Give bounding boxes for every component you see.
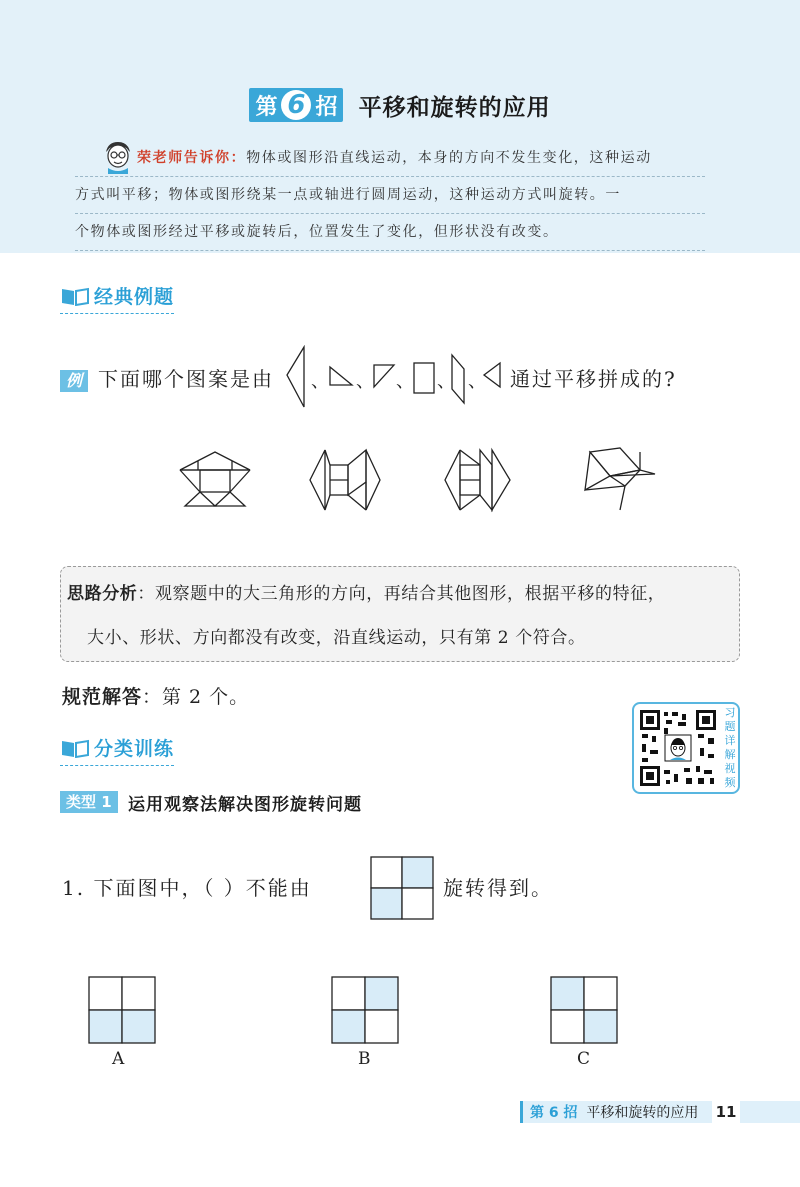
answer-text: ：第 2 个。 xyxy=(142,686,250,708)
qr-char: 频 xyxy=(724,776,736,789)
example-tag: 例 xyxy=(60,370,88,392)
type-tag: 类型 1 xyxy=(60,791,118,813)
example-answer-figures xyxy=(170,440,670,520)
option-c-label: C xyxy=(577,1049,591,1069)
footer-chapter-number: 第 6 招 xyxy=(530,1105,578,1121)
option-a-label: A xyxy=(112,1049,125,1069)
analysis-text-1: ：观察题中的大三角形的方向，再结合其他图形，根据平移的特征， xyxy=(137,584,666,604)
analysis-label: 思路分析 xyxy=(67,584,138,604)
note-line-1 xyxy=(75,140,705,177)
qr-char: 视 xyxy=(724,762,736,775)
chapter-badge-prefix: 第 xyxy=(255,94,278,120)
note-line-2: 方式叫平移；物体或图形绕某一点或轴进行圆周运动，这种运动方式叫旋转。一 xyxy=(75,177,705,214)
note-text-1: 物体或图形沿直线运动，本身的方向不发生变化，这种运动 xyxy=(246,150,652,166)
figure-1 xyxy=(180,452,250,506)
chapter-title xyxy=(0,88,800,122)
piece-tiny-triangle xyxy=(484,363,500,387)
question-1-end: 旋转得到。 xyxy=(443,876,553,900)
book-icon xyxy=(60,738,90,758)
note-head: 荣老师告诉你： xyxy=(137,150,247,166)
piece-big-triangle xyxy=(287,347,304,407)
question-1-start: 1. 下面图中，（ ）不能由 xyxy=(62,876,312,900)
sep-2: 、 xyxy=(356,371,374,392)
piece-square xyxy=(414,363,434,393)
option-a-grid[interactable] xyxy=(88,976,156,1044)
example-question-start: 下面哪个图案是由 xyxy=(98,367,274,391)
chapter-number: 6 xyxy=(281,90,311,120)
figure-3 xyxy=(445,450,510,510)
option-b-grid[interactable] xyxy=(331,976,399,1044)
qr-code-icon[interactable] xyxy=(638,708,718,788)
section-examples-label: 经典例题 xyxy=(94,286,175,308)
piece-right-triangle xyxy=(330,367,352,385)
note-line-3: 个物体或图形经过平移或旋转后，位置发生了变化，但形状没有改变。 xyxy=(75,214,705,251)
example-question-end: 通过平移拼成的? xyxy=(510,367,677,391)
answer-label: 规范解答 xyxy=(62,686,143,708)
option-b-label: B xyxy=(358,1049,371,1069)
answer-line xyxy=(62,682,249,709)
qr-char: 解 xyxy=(724,748,736,761)
qr-video-box[interactable] xyxy=(632,702,740,794)
qr-side-text xyxy=(722,706,738,790)
qr-char: 详 xyxy=(724,734,736,747)
teacher-note xyxy=(75,140,705,251)
footer-accent xyxy=(520,1101,523,1123)
sep-4: 、 xyxy=(437,371,455,392)
analysis-box xyxy=(60,566,740,662)
question-1-reference-grid xyxy=(370,856,436,920)
page-number: 11 xyxy=(712,1101,740,1123)
sep-3: 、 xyxy=(396,371,414,392)
qr-char: 习 xyxy=(724,706,736,719)
option-c-grid[interactable] xyxy=(550,976,618,1044)
analysis-line-1 xyxy=(67,579,665,604)
example-pieces xyxy=(282,345,512,410)
chapter-name: 平移和旋转的应用 xyxy=(358,94,551,121)
section-examples xyxy=(60,282,174,314)
chapter-badge xyxy=(249,88,343,122)
section-training-label: 分类训练 xyxy=(94,738,175,760)
piece-small-triangle xyxy=(374,365,394,387)
type-title: 运用观察法解决图形旋转问题 xyxy=(128,795,362,815)
sep-1: 、 xyxy=(311,371,329,392)
figure-4 xyxy=(585,448,655,510)
section-training xyxy=(60,734,174,766)
analysis-line-2: 大小、形状、方向都没有改变，沿直线运动，只有第 2 个符合。 xyxy=(87,628,586,648)
chapter-badge-suffix: 招 xyxy=(315,94,338,120)
book-icon xyxy=(60,286,90,306)
qr-char: 题 xyxy=(724,720,736,733)
figure-2 xyxy=(310,450,380,510)
footer-chapter-title: 平移和旋转的应用 xyxy=(586,1105,699,1121)
sep-5: 、 xyxy=(468,371,486,392)
footer-chapter xyxy=(530,1102,698,1122)
